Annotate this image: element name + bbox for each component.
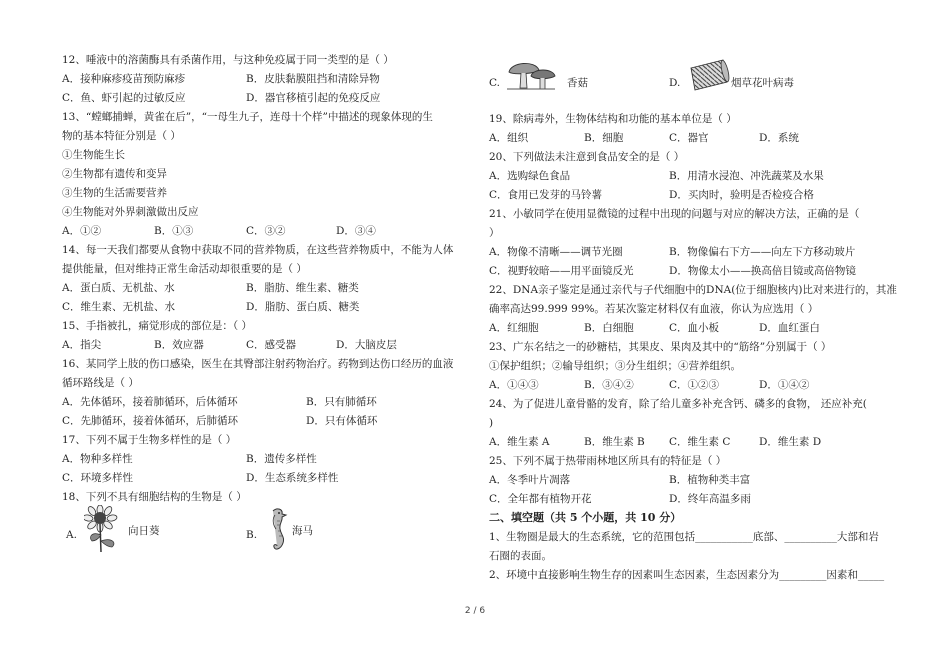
question-21-stem-line2: ） [489,227,500,239]
question-22-option-b: B．白细胞 [584,322,634,334]
question-22-option-d: D．血红蛋白 [759,322,820,334]
fill-question-1-line2: 石圈的表面。 [489,550,552,562]
question-16-option-c: C．先肺循环，接着体循环，后肺循环 [62,415,239,427]
question-20-option-b: B．用清水浸泡、冲洗蔬菜及水果 [669,170,824,182]
question-21-option-b: B．物像偏右下方——向左下方移动玻片 [669,246,856,258]
tobacco-mosaic-virus-icon [687,56,731,94]
question-24-stem-line2: ) [489,417,494,429]
question-16-option-a: A．先体循环，接着肺循环，后体循环 [62,396,238,408]
question-18-option-d-letter: D. [669,77,681,89]
question-15-stem: 15、手指被扎，痛觉形成的部位是：（ ） [62,320,252,332]
question-21-stem-line1: 21、小敏同学在使用显微镜的过程中出现的问题与对应的解决方法，正确的是（ [489,208,860,220]
question-13-stem-line1: 13、“螳螂捕蝉，黄雀在后”，“一母生九子，连母十个样”中描述的现象体现的生 [62,111,433,123]
question-17-option-a: A．物种多样性 [62,453,133,465]
question-22-stem-line1: 22、DNA亲子鉴定是通过亲代与子代细胞中的DNA(位于细胞核内)比对来进行的，其准 [489,284,897,296]
question-23-items: ①保护组织；②输导组织；③分生组织；④营养组织。 [489,360,741,372]
question-22-stem-line2: 确率高达99.999 99%。若某次鉴定材料仅有血液，你认为应选用（ ） [489,303,819,315]
question-24-stem-line1: 24、为了促进儿童骨骼的发育，除了给儿童多补充含钙、磷多的食物， 还应补充( [489,398,867,410]
question-13-option-a: A．①② [62,225,102,237]
question-12-option-b: B．皮肤黏膜阻挡和清除异物 [246,73,380,85]
question-13-option-d: D．③④ [336,225,376,237]
question-21-option-c: C．视野较暗——用平面镜反光 [489,265,634,277]
question-24-option-b: B．维生素 B [584,436,645,448]
question-25-stem: 25、下列不属于热带雨林地区所具有的特征是（ ） [489,455,727,467]
question-13-item-4: ④生物能对外界刺激做出反应 [62,206,199,218]
question-18-option-c-label: 香菇 [567,77,588,89]
question-16-stem-line1: 16、某同学上肢的伤口感染，医生在其臀部注射药物治疗。药物到达伤口经历的血液 [62,358,454,370]
question-23-option-a: A．①④③ [489,379,539,391]
question-17-stem: 17、下列不属于生物多样性的是（ ） [62,434,237,446]
question-21-option-a: A．物像不清晰——调节光圈 [489,246,623,258]
question-20-stem: 20、下列做法未注意到食品安全的是（ ） [489,151,685,163]
question-13-item-2: ②生物都有遗传和变异 [62,168,167,180]
question-18-option-a-label: 向日葵 [128,525,160,537]
seahorse-icon [267,507,289,553]
question-20-option-c: C．食用已发芽的马铃薯 [489,189,603,201]
question-23-stem: 23、广东名结之一的砂糖桔，其果皮、果肉及其中的“筋络”分别属于（ ） [489,341,832,353]
question-24-option-d: D．维生素 D [759,436,822,448]
question-21-option-d: D．物像太小——换高倍目镜或高倍物镜 [669,265,856,277]
question-16-stem-line2: 循环路线是（ ） [62,377,139,389]
question-13-item-1: ①生物能生长 [62,149,125,161]
question-25-option-d: D．终年高温多雨 [669,493,751,505]
fill-question-1-line1: 1、生物圈是最大的生态系统，它的范围包括___________底部、__________大部和岩 [489,531,879,543]
question-15-option-a: A．指尖 [62,339,102,351]
section-2-title: 二、填空题（共 5 个小题，共 10 分） [489,511,682,524]
question-19-option-d: D．系统 [759,132,799,144]
question-12-stem: 12、唾液中的溶菌酶具有杀菌作用，与这种免疫属于同一类型的是（ ） [62,54,394,66]
question-13-option-b: B．①③ [154,225,194,237]
question-18-option-d-label: 烟草花叶病毒 [731,77,794,89]
question-25-option-b: B．植物种类丰富 [669,474,751,486]
question-16-option-b: B．只有肺循环 [306,396,377,408]
question-22-option-c: C．血小板 [669,322,720,334]
question-13-stem-line2: 物的基本特征分别是（ ） [62,130,181,142]
question-18-option-c-letter: C. [489,77,500,89]
question-13-item-3: ③生物的生活需要营养 [62,187,167,199]
question-12-option-d: D．器官移植引起的免疫反应 [246,92,381,104]
question-17-option-d: D．生态系统多样性 [246,472,339,484]
sunflower-icon [84,505,128,553]
page-number: 2 / 6 [464,606,486,616]
question-23-option-d: D．①④② [759,379,810,391]
question-25-option-c: C．全年都有植物开花 [489,493,592,505]
question-18-option-b-letter: B. [246,529,258,541]
question-14-option-b: B．脂肪、维生素、糖类 [246,282,359,294]
question-15-option-b: B．效应器 [154,339,204,351]
question-14-option-c: C．维生素、无机盐、水 [62,301,176,313]
question-20-option-d: D．买肉时，验明是否检疫合格 [669,189,814,201]
question-16-option-d: D．只有体循环 [306,415,378,427]
question-25-option-a: A．冬季叶片凋落 [489,474,571,486]
mushroom-icon [505,58,557,92]
question-15-option-c: C．感受器 [246,339,297,351]
question-22-option-a: A．红细胞 [489,322,539,334]
question-23-option-c: C．①②③ [669,379,720,391]
question-17-option-b: B．遗传多样性 [246,453,317,465]
question-14-option-a: A．蛋白质、无机盐、水 [62,282,175,294]
question-13-option-c: C．③② [246,225,286,237]
question-19-stem: 19、除病毒外，生物体结构和功能的基本单位是（ ） [489,113,737,125]
question-14-stem-line1: 14、每一天我们都要从食物中获取不同的营养物质，在这些营养物质中，不能为人体 [62,244,454,256]
question-17-option-c: C．环境多样性 [62,472,134,484]
question-18-option-a-letter: A. [66,529,77,541]
fill-question-2-line1: 2、环境中直接影响生物生存的因素叫生态因素，生态因素分为_________因素和_____ [489,569,885,581]
question-23-option-b: B．③④② [584,379,634,391]
question-14-option-d: D．脂肪、蛋白质、糖类 [246,301,360,313]
question-20-option-a: A．选购绿色食品 [489,170,571,182]
question-12-option-a: A．接种麻疹疫苗预防麻疹 [62,73,186,85]
question-15-option-d: D．大脑皮层 [336,339,397,351]
question-14-stem-line2: 提供能量，但对维持正常生命活动却很重要的是（ ） [62,263,307,275]
question-18-option-b-label: 海马 [292,525,313,537]
question-19-option-b: B．细胞 [584,132,624,144]
question-18-stem: 18、下列不具有细胞结构的生物是（ ） [62,491,247,503]
question-24-option-a: A．维生素 A [489,436,550,448]
question-24-option-c: C．维生素 C [669,436,731,448]
question-19-option-a: A．组织 [489,132,529,144]
question-19-option-c: C．器官 [669,132,709,144]
question-12-option-c: C．鱼、虾引起的过敏反应 [62,92,186,104]
